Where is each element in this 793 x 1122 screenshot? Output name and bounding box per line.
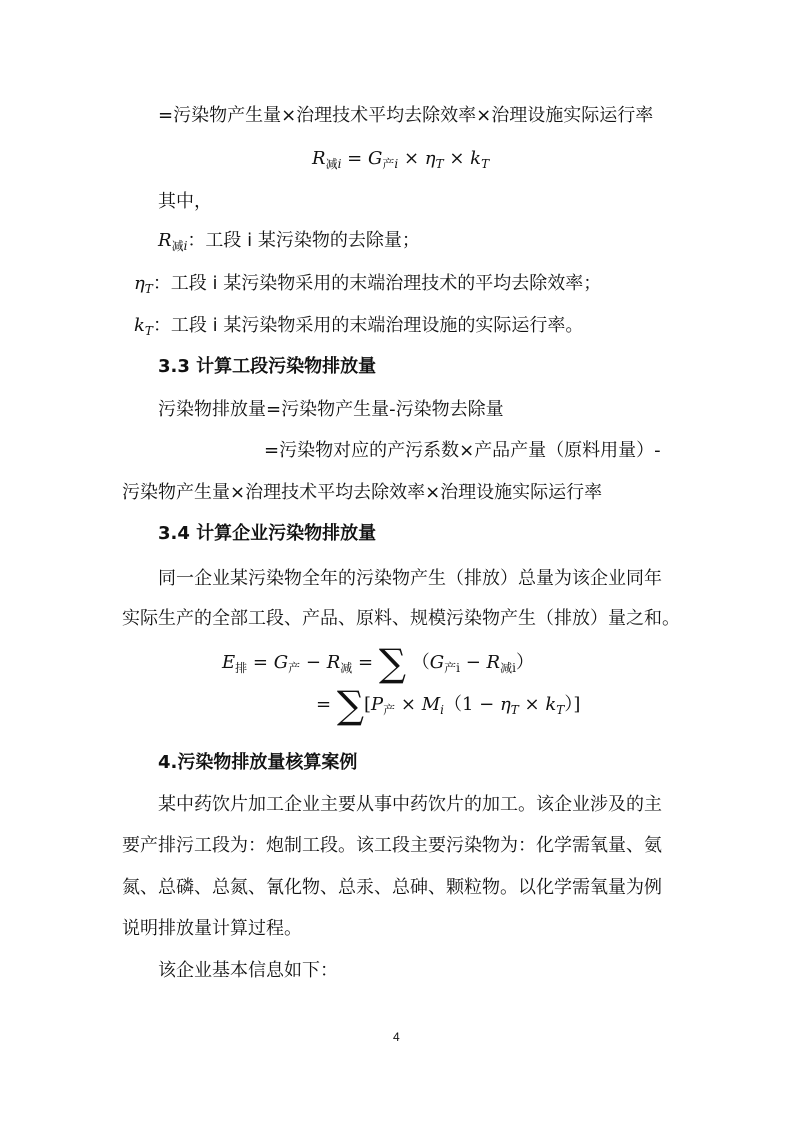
text-line: 污染物排放量=污染物产生量-污染物去除量 [158, 399, 504, 420]
text-line: 氮、总磷、总氮、氰化物、总汞、总砷、颗粒物。以化学需氧量为例 [122, 877, 662, 898]
text-line: 实际生产的全部工段、产品、原料、规模污染物产生（排放）量之和。 [122, 608, 680, 629]
text-where: 其中， [158, 191, 212, 212]
section-heading-4: 4.污染物排放量核算案例 [158, 752, 358, 773]
definition-k: $k_T$：工段 i 某污染物采用的末端治理设施的实际运行率。 [134, 315, 584, 338]
definition-r: $R_{减i}$：工段 i 某污染物的去除量； [158, 230, 420, 253]
formula-removal: $R_{减i} = G_{产i} \times \eta_T \times k_T$ [312, 148, 490, 171]
formula-text-line: =污染物产生量×治理技术平均去除效率×治理设施实际运行率 [158, 105, 654, 126]
text-line: 污染物产生量×治理技术平均去除效率×治理设施实际运行率 [122, 482, 603, 503]
formula-emission: $E_排 = G_产 - R_减$ = ∑ $(G_{产i} - R_{减i})$ [222, 641, 534, 685]
text-line: 某中药饮片加工企业主要从事中药饮片的加工。该企业涉及的主 [158, 794, 662, 815]
text-line: 该企业基本信息如下： [158, 960, 338, 981]
formula-emission-expanded: = $\sum[P_产 \times M_i(1 - \eta_T \times k_T)]$ [316, 683, 581, 727]
text-line: 说明排放量计算过程。 [122, 918, 302, 939]
text-line: 要产排污工段为：炮制工段。该工段主要污染物为：化学需氧量、氨 [122, 835, 662, 856]
text-line: 同一企业某污染物全年的污染物产生（排放）总量为该企业同年 [158, 568, 662, 589]
definition-eta: $\eta_T$：工段 i 某污染物采用的末端治理技术的平均去除效率； [134, 273, 602, 296]
text-line: =污染物对应的产污系数×产品产量（原料用量）- [264, 440, 661, 461]
page-number: 4 [393, 1030, 400, 1044]
section-heading-3-4: 3.4 计算企业污染物排放量 [158, 523, 377, 544]
section-heading-3-3: 3.3 计算工段污染物排放量 [158, 356, 377, 377]
